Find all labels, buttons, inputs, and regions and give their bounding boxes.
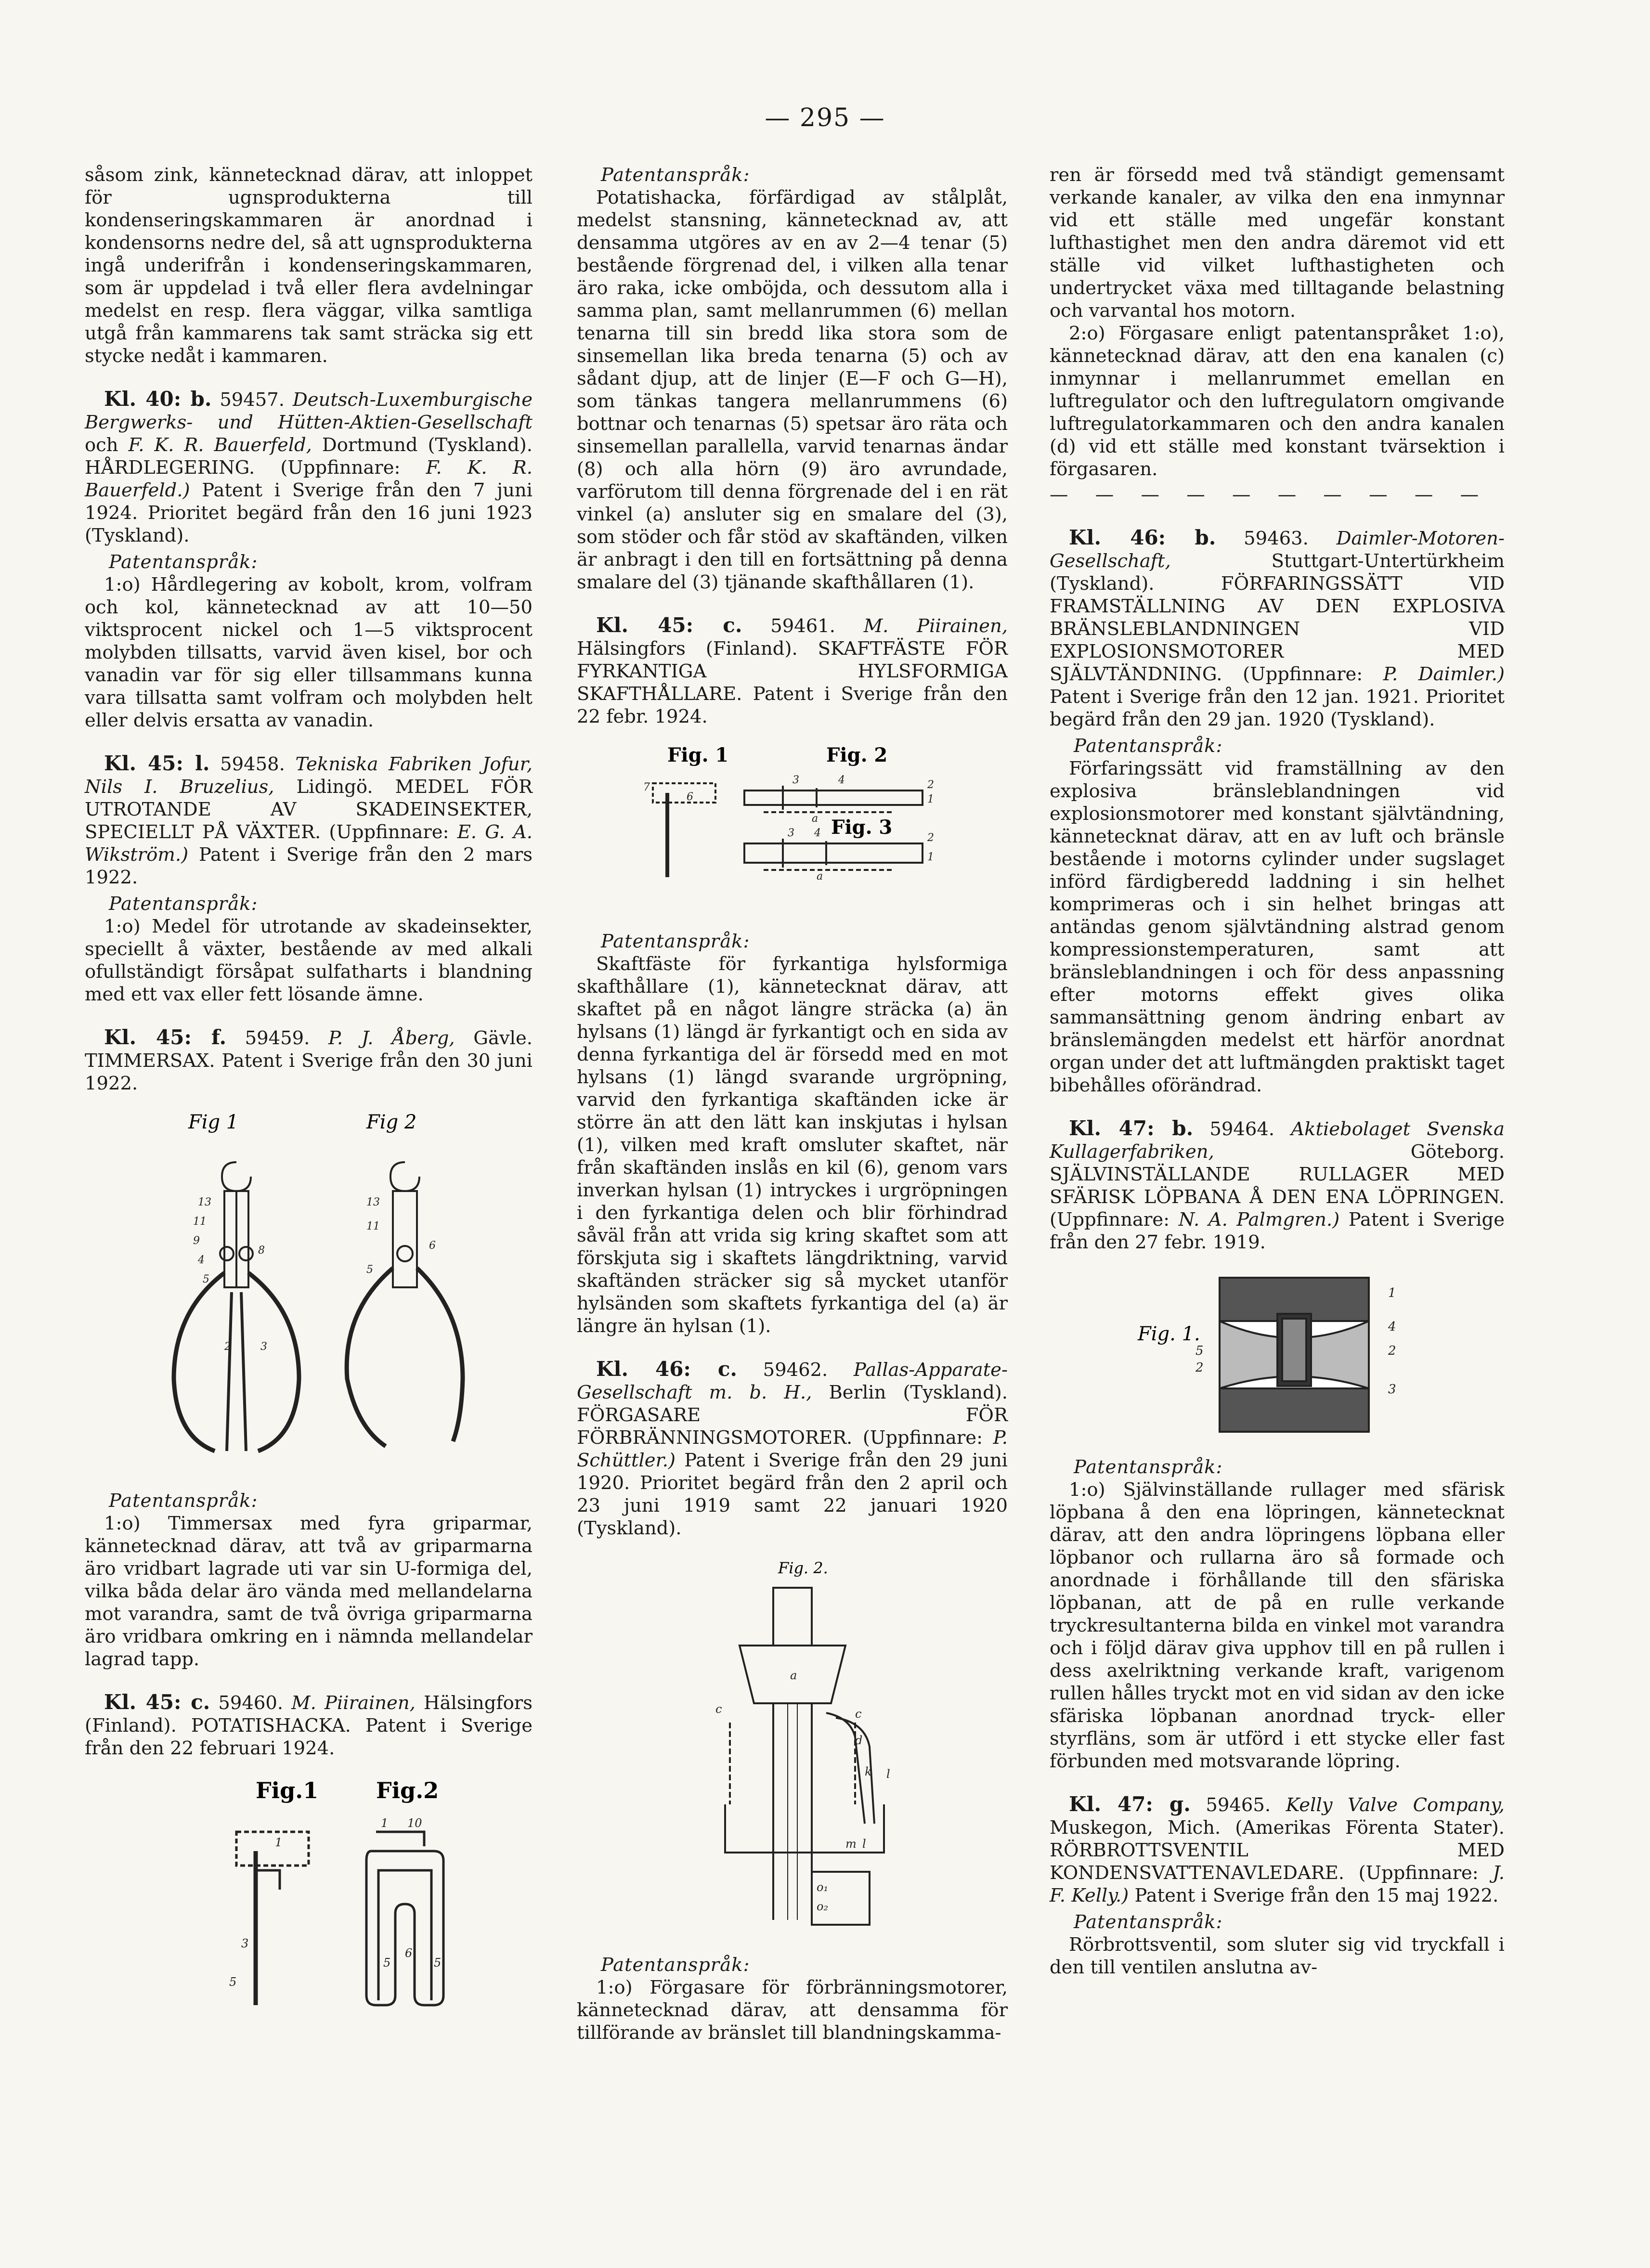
entry-details: Muskegon, Mich. (Amerikas Förenta Stater). RÖRBROTTSVENTIL MED KONDENSVATTENAVLEDARE. (Uppfinnare: bbox=[1050, 1817, 1505, 1884]
applicant: Tekniska Fabriken Jofur, Nils I. Bruzelius, bbox=[85, 753, 533, 798]
intro-paragraph: såsom zink, kännetecknad därav, att inloppet för ugnsprodukterna till kondenseringskammaren är anordnad i kondensorns nedre del, så att ugnsprodukterna ingå underifrån i kondenseringskammaren, som är uppdelad i två eller flera avdelningar medelst en resp. flera väggar, vilka samtliga utgå från kammarens tak samt sträcka sig ett stycke nedåt i kammaren. bbox=[85, 164, 533, 367]
patent-entry-59461 bbox=[577, 614, 1008, 1337]
svg-text:2: 2 bbox=[927, 832, 934, 844]
entry-details: Stuttgart-Untertürkheim (Tyskland). FÖRFARINGSSÄTT VID FRAMSTÄLLNING AV DEN EXPLOSIVA BRÄNSLEBLANDNINGEN VID EXPLOSIONSMOTORER MED SJÄLVTÄNDNING. (Uppfinnare: bbox=[1050, 550, 1505, 685]
patent-number: 59465. bbox=[1206, 1794, 1271, 1816]
patent-entry-59464 bbox=[1050, 1117, 1505, 1773]
page-number: — 295 — bbox=[765, 104, 885, 132]
patent-entry-59459 bbox=[85, 1026, 533, 1671]
svg-text:1: 1 bbox=[381, 1816, 389, 1830]
patent-entry-59457 bbox=[85, 388, 533, 732]
applicant: Daimler-Motoren-Gesellschaft, bbox=[1050, 528, 1505, 572]
claim-heading: Patentanspråk: bbox=[601, 931, 750, 952]
patent-entry-59463 bbox=[1050, 526, 1505, 1097]
svg-text:5: 5 bbox=[229, 1975, 237, 1989]
claim-text: 1:o) Hårdlegering av kobolt, krom, volfram och kol, kännetecknad av att 10—50 viktsprocent nickel och 1—5 viktsprocent molybden tillsatts, varvid även kisel, bor och vanadin var för sig eller tillsammans kunna vara tillsatta samt volfram och molybden helt eller delvis ersatta av vanadin. bbox=[85, 574, 533, 731]
svg-text:2: 2 bbox=[1195, 1361, 1204, 1375]
svg-text:13: 13 bbox=[366, 1196, 380, 1208]
entry-details: Lidingö. MEDEL FÖR UTROTANDE AV SKADEINSEKTER, SPECIELLT PÅ VÄXTER. (Uppfinnare: bbox=[85, 776, 533, 843]
applicant: P. J. Åberg, bbox=[328, 1027, 455, 1049]
entry-details: Berlin (Tyskland). FÖRGASARE FÖR FÖRBRÄNNINGSMOTORER. (Uppfinnare: bbox=[577, 1382, 1008, 1449]
claim-heading: Patentanspråk: bbox=[601, 164, 750, 186]
claim-text: 1:o) Förgasare för förbränningsmotorer, kännetecknad därav, att densamma för tillförande av bränslet till blandningskamma- bbox=[577, 1977, 1008, 2044]
svg-text:2: 2 bbox=[927, 779, 934, 791]
claim-heading: Patentanspråk: bbox=[109, 551, 258, 573]
inventor: E. G. A. Wikström.) bbox=[85, 821, 533, 866]
inventor: N. A. Palmgren.) bbox=[1178, 1209, 1340, 1231]
svg-text:o₂: o₂ bbox=[816, 1900, 828, 1913]
fig-label: Fig. 2 bbox=[826, 744, 887, 766]
svg-text:13: 13 bbox=[198, 1196, 211, 1208]
potatishacka-figure bbox=[126, 1774, 492, 2015]
column-2 bbox=[577, 164, 1008, 2044]
patent-number: 59457. bbox=[220, 389, 285, 411]
class-label: Kl. 45: l. bbox=[104, 752, 210, 775]
section-divider: — — — — — — — — — — bbox=[1050, 484, 1490, 505]
entry-details: Göteborg. SJÄLVINSTÄLLANDE RULLAGER MED SFÄRISK LÖPBANA Å DEN ENA LÖPRINGEN. (Uppfinnare: bbox=[1050, 1141, 1505, 1231]
svg-text:l: l bbox=[862, 1837, 866, 1851]
class-label: Kl. 46: c. bbox=[596, 1357, 738, 1381]
class-label: Kl. 47: g. bbox=[1069, 1792, 1191, 1816]
inventor: P. Daimler.) bbox=[1383, 663, 1505, 685]
svg-text:7: 7 bbox=[643, 781, 650, 793]
patent-number: 59459. bbox=[245, 1027, 310, 1049]
svg-text:6: 6 bbox=[429, 1240, 436, 1252]
svg-text:k: k bbox=[864, 1765, 872, 1778]
svg-text:1: 1 bbox=[1388, 1286, 1396, 1300]
inventor: J. F. Kelly.) bbox=[1050, 1862, 1505, 1906]
entry-dates: Patent i Sverige från den 2 mars 1922. bbox=[85, 844, 533, 888]
svg-text:m: m bbox=[845, 1837, 857, 1851]
applicant: M. Piirainen, bbox=[863, 615, 1008, 637]
claim-text: 1:o) Medel för utrotande av skadeinsekter, speciellt å växter, bestående av med alkali ofullständigt försåpat sulfatharts i blandning med ett vax eller fett lösande ämne. bbox=[85, 916, 533, 1005]
column-1 bbox=[85, 164, 533, 2029]
svg-text:3: 3 bbox=[1388, 1382, 1396, 1397]
svg-text:6: 6 bbox=[405, 1946, 413, 1960]
conjunction: och bbox=[85, 434, 118, 456]
svg-text:4: 4 bbox=[1388, 1320, 1396, 1334]
svg-text:c: c bbox=[715, 1702, 722, 1716]
svg-text:o₁: o₁ bbox=[816, 1880, 828, 1894]
fig-label: Fig.1 bbox=[256, 1777, 319, 1803]
patent-entry-59458 bbox=[85, 752, 533, 1006]
patent-number: 59458. bbox=[220, 753, 285, 775]
entry-details: Hälsingfors (Finland). POTATISHACKA. Patent i Sverige från den 22 februari 1924. bbox=[85, 1692, 533, 1759]
svg-text:a: a bbox=[811, 813, 818, 825]
patent-number: 59462. bbox=[763, 1359, 828, 1381]
class-label: Kl. 46: b. bbox=[1069, 526, 1216, 549]
entry-dates: Patent i Sverige från den 15 maj 1922. bbox=[1134, 1885, 1499, 1906]
applicant-person: F. K. R. Bauerfeld, bbox=[128, 434, 312, 456]
applicant: Deutsch-Luxemburgische Bergwerks- und Hütten-Aktien-Gesellschaft bbox=[85, 389, 533, 433]
column-3 bbox=[1050, 164, 1505, 1979]
svg-text:2: 2 bbox=[224, 1341, 231, 1353]
class-label: Kl. 45: c. bbox=[104, 1690, 210, 1714]
forgasare-figure bbox=[643, 1554, 942, 1939]
svg-text:4: 4 bbox=[838, 774, 845, 786]
applicant: M. Piirainen, bbox=[291, 1692, 416, 1714]
svg-text:1: 1 bbox=[927, 793, 934, 805]
svg-text:4: 4 bbox=[814, 827, 821, 839]
inventor: F. K. R. Bauerfeld.) bbox=[85, 457, 533, 501]
svg-text:1: 1 bbox=[927, 851, 934, 863]
svg-text:5: 5 bbox=[366, 1264, 373, 1276]
entry-details: Dortmund (Tyskland). HÅRDLEGERING. (Uppfinnare: bbox=[85, 434, 533, 479]
claim-heading: Patentanspråk: bbox=[1074, 1911, 1223, 1933]
timmersax-figure bbox=[116, 1109, 501, 1475]
entry-details: Gävle. TIMMERSAX. Patent i Sverige från den 30 juni 1922. bbox=[85, 1027, 533, 1094]
claim-heading: Patentanspråk: bbox=[1074, 1456, 1223, 1478]
claim-text-2: 2:o) Förgasare enligt patentanspråket 1:o), kännetecknad därav, att den ena kanalen (c) inmynnar i mellanrummet emellan en luftregulator och den luftregulatorn omgivande luftregulatorkammaren och den andra kanalen (d) vid ett ställe med konstant tvärsektion i förgasaren. bbox=[1050, 323, 1505, 480]
patent-entry-59460 bbox=[85, 1691, 533, 2015]
fig-label: Fig. 2. bbox=[778, 1559, 828, 1577]
svg-text:a: a bbox=[816, 870, 823, 882]
class-label: Kl. 47: b. bbox=[1069, 1116, 1194, 1140]
svg-text:10: 10 bbox=[407, 1816, 422, 1830]
patent-number: 59460. bbox=[218, 1692, 284, 1714]
svg-text:5: 5 bbox=[383, 1956, 391, 1970]
skaftfaste-figure bbox=[624, 742, 961, 916]
class-label: Kl. 45: c. bbox=[596, 613, 742, 637]
claim-text: Förfaringssätt vid framställning av den explosiva bränsleblandningen vid explosionsmotorer med konstant självtändning, kännetecknat därav, att en av luft och bränsle bestående i motorns cylinder under sugslaget införd färdigberedd laddning i sin helhet komprimeras och i sin helhet bringas att antändas genom självtändning alstrad genom kompressionstemperaturen, samt att bränsleblandningen i och för dess anpassning efter motorns effekt gives olika sammansättning genom ändring enbart av bränslemängden medelst ett härför anordnat organ under det att luftmängden praktiskt taget bibehålles oförändrad. bbox=[1050, 758, 1505, 1096]
entry-details: Hälsingfors (Finland). SKAFTFÄSTE FÖR FYRKANTIGA HYLSFORMIGA SKAFTHÅLLARE. Patent i Sverige från den 22 febr. 1924. bbox=[577, 638, 1008, 727]
svg-text:5: 5 bbox=[1195, 1344, 1204, 1358]
patent-number: 59461. bbox=[770, 615, 835, 637]
entry-dates: Patent i Sverige från den 27 febr. 1919. bbox=[1050, 1209, 1505, 1253]
entry-dates: Patent i Sverige från den 12 jan. 1921. Prioritet begärd från den 29 jan. 1920 (Tyskland). bbox=[1050, 686, 1505, 730]
fig-label: Fig. 1. bbox=[1137, 1323, 1200, 1345]
claim-heading: Patentanspråk: bbox=[601, 1954, 750, 1976]
fig-label: Fig. 3 bbox=[831, 816, 892, 839]
svg-text:3: 3 bbox=[260, 1341, 267, 1353]
claim-text: Potatishacka, förfärdigad av stålplåt, medelst stansning, kännetecknad av, att densamma utgöres av en av 2—4 tenar (5) bestående förgrenad del, i vilken alla tenar äro raka, icke omböjda, och dessutom alla i samma plan, samt mellanrummen (6) mellan tenarna till sin bredd lika stora som de sinsemellan lika breda tenarna (5) och av sådant djup, att de linjer (E—F och G—H), som tänkas tangera mellanrummens (6) bottnar och tenarnas (5) spetsar äro räta och sinsemellan parallella, varvid tenarnas ändar (8) och alla hörn (9) äro avrundade, varförutom till denna förgrenade del i en rät vinkel (a) ansluter sig en smalare del (3), som stöder och får stöd av skaftänden, vilken är anbragt i den till en fortsättning på denna smalare del (3) tjänande skafthållaren (1). bbox=[577, 187, 1008, 593]
svg-text:11: 11 bbox=[193, 1216, 207, 1228]
svg-text:l: l bbox=[886, 1767, 890, 1781]
svg-text:2: 2 bbox=[1388, 1344, 1396, 1358]
svg-text:9: 9 bbox=[193, 1235, 200, 1247]
patent-entry-59462 bbox=[577, 1358, 1008, 2044]
entry-dates: Patent i Sverige från den 7 juni 1924. Prioritet begärd från den 16 juni 1923 (Tyskland). bbox=[85, 480, 533, 546]
patent-entry-59465 bbox=[1050, 1793, 1505, 1979]
svg-text:c: c bbox=[855, 1707, 861, 1721]
svg-text:4: 4 bbox=[198, 1254, 205, 1266]
applicant: Aktiebolaget Svenska Kullagerfabriken, bbox=[1050, 1118, 1505, 1163]
svg-text:a: a bbox=[790, 1669, 797, 1682]
class-label: Kl. 40: b. bbox=[104, 387, 212, 411]
claim-text: 1:o) Självinställande rullager med sfärisk löpbana å den ena löpringen, kännetecknat därav, att den andra löpringens löpbana eller löpbanor och rullarna äro så formade och anordnade i förhållande till den sfäriska löpbanan, att de på en rulle verkande tryckresultanterna bilda en vinkel mot varandra och i följd därav giva upphov till en på rullen i dess axelriktning verkande kraft, varigenom rullen hålles tryckt mot en vid sidan av den icke sfäriska löpbanan anordnad tryck- eller styrfläns, som är utförd i ett stycke eller fast förbunden med motsvarande löpring. bbox=[1050, 1479, 1505, 1772]
patent-number: 59464. bbox=[1209, 1118, 1275, 1140]
applicant: Pallas-Apparate-Gesellschaft m. b. H., bbox=[577, 1359, 1008, 1403]
claim-text: 1:o) Timmersax med fyra griparmar, kännetecknad därav, att två av griparmarna äro vridbart lagrade uti var sin U-formiga del, vilka båda delar äro vända med mellandelarna mot varandra, samt de två övriga griparmarna äro vridbara omkring en i nämnda mellandelar lagrad tapp. bbox=[85, 1513, 533, 1670]
claim-heading: Patentanspråk: bbox=[109, 893, 258, 915]
fig-label: Fig 1 bbox=[188, 1111, 239, 1133]
svg-text:3: 3 bbox=[241, 1937, 249, 1950]
claim-text: Rörbrottsventil, som sluter sig vid tryckfall i den till ventilen anslutna av- bbox=[1050, 1934, 1505, 1978]
claim-heading: Patentanspråk: bbox=[109, 1490, 258, 1512]
claim-continuation: ren är försedd med två ständigt gemensamt verkande kanaler, av vilka den ena inmynnar vid ett ställe med ungefär konstant lufthastighet men den andra däremot vid ett ställe vid vilket lufthastigheten och undertrycket växa med tilltagande belastning och varvantal hos motorn. bbox=[1050, 164, 1505, 322]
patent-number: 59463. bbox=[1244, 528, 1309, 549]
fig-label: Fig.2 bbox=[376, 1777, 439, 1803]
svg-text:8: 8 bbox=[258, 1244, 265, 1257]
entry-dates: Patent i Sverige från den 29 juni 1920. Prioritet begärd från den 2 april och 23 juni 1919 samt 22 januari 1920 (Tyskland). bbox=[577, 1450, 1008, 1539]
fig-label: Fig. 1 bbox=[667, 744, 728, 766]
svg-text:5: 5 bbox=[434, 1956, 442, 1970]
svg-text:1: 1 bbox=[275, 1836, 283, 1849]
inventor: P. Schüttler.) bbox=[577, 1427, 1008, 1471]
claim-text: Skaftfäste för fyrkantiga hylsformiga skafthållare (1), kännetecknat därav, att skaftet på en något längre sträcka (a) än hylsans (1) längd är fyrkantigt och en sida av denna fyrkantiga del är försedd med en mot hylsans (1) längd svarande urgröpning, varvid den fyrkantiga skaftänden icke är större än att den lätt kan inskjutas i hylsan (1), vilken med kraft omsluter skaftet, när från skaftänden inslås en kil (6), genom vars inverkan hylsan (1) intryckes i urgröpningen i den fyrkantiga delen och blir förhindrad såväl från att vrida sig kring skaftet som att förskjuta sig i skaftets längdriktning, varvid skaftänden sträcker sig så mycket utanför hylsänden som skaftets fyrkantiga del (a) är längre än hylsan (1). bbox=[577, 953, 1008, 1337]
svg-text:3: 3 bbox=[787, 827, 794, 839]
class-label: Kl. 45: f. bbox=[104, 1025, 227, 1049]
svg-text:d: d bbox=[855, 1734, 862, 1747]
applicant: Kelly Valve Company, bbox=[1286, 1794, 1505, 1816]
svg-text:5: 5 bbox=[203, 1273, 209, 1285]
fig-label: Fig 2 bbox=[366, 1111, 417, 1133]
claim-heading: Patentanspråk: bbox=[1074, 735, 1223, 757]
svg-text:3: 3 bbox=[792, 774, 799, 786]
svg-text:11: 11 bbox=[366, 1220, 380, 1232]
svg-text:6: 6 bbox=[686, 791, 693, 803]
rullager-figure bbox=[1128, 1268, 1427, 1441]
